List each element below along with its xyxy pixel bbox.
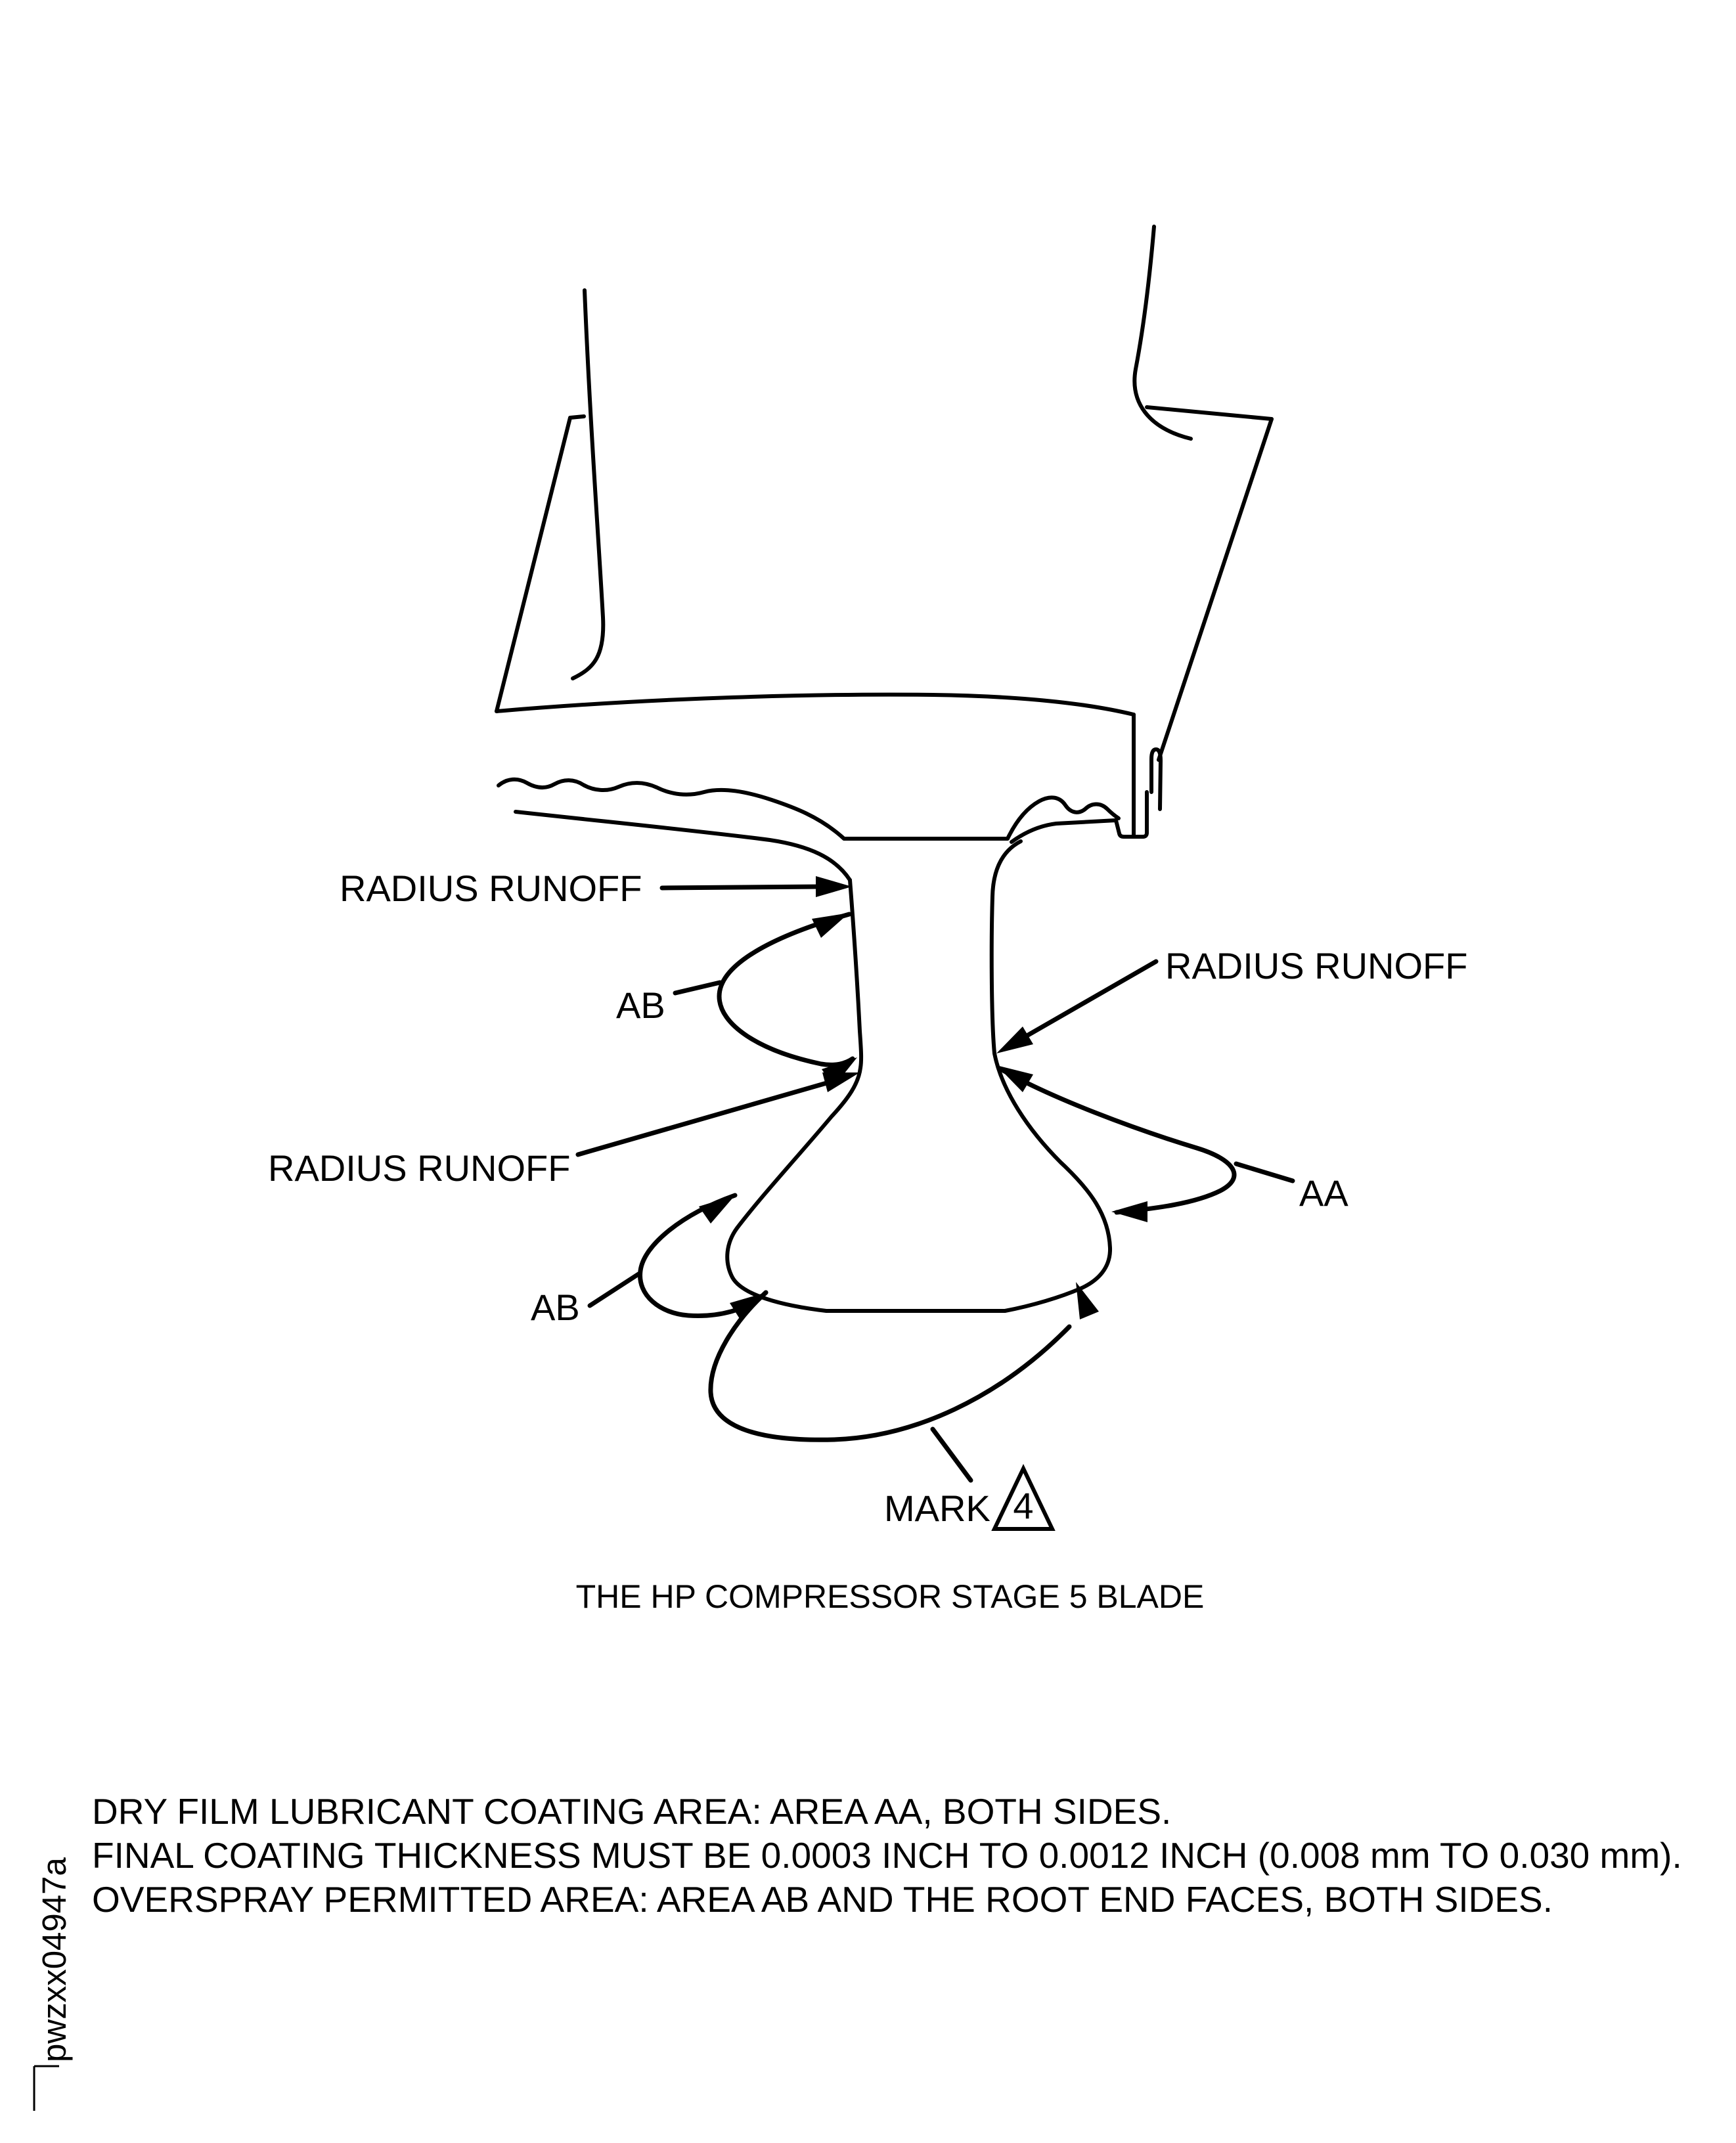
- arrowhead-ab-upper-top: [812, 913, 849, 938]
- seal-slot-detail: [1151, 749, 1161, 809]
- arrowhead-root-bottom-right: [1076, 1282, 1099, 1319]
- label-mark: MARK: [884, 1488, 990, 1529]
- note-line-1: DRY FILM LUBRICANT COATING AREA: AREA AA, BOTH SIDES.: [92, 1791, 1172, 1832]
- arrowhead-ab-lower-bottom: [730, 1292, 766, 1321]
- leader-radius-runoff-bottom-left: [578, 1082, 829, 1155]
- blade-outline: [497, 227, 1272, 1311]
- note-line-3: OVERSPRAY PERMITTED AREA: AREA AB AND THE ROOT END FACES, BOTH SIDES.: [92, 1879, 1553, 1920]
- arrowhead-radius-runoff-right: [996, 1027, 1033, 1053]
- label-aa: AA: [1299, 1172, 1348, 1214]
- arrowhead-radius-runoff-top-left: [816, 876, 852, 897]
- figure-caption: THE HP COMPRESSOR STAGE 5 BLADE: [575, 1578, 1205, 1615]
- arc-aa: [1000, 1069, 1234, 1212]
- leader-aa: [1236, 1164, 1293, 1181]
- arrowhead-ab-lower-top: [699, 1195, 735, 1224]
- root-neck-outline: [727, 841, 1110, 1311]
- platform-bottom-edge-right: [1012, 792, 1147, 842]
- label-ab-upper: AB: [616, 984, 665, 1026]
- leader-mark: [933, 1429, 971, 1480]
- platform-top-left-edge: [497, 416, 584, 711]
- arrowhead-aa-bottom: [1111, 1201, 1147, 1222]
- corner-bracket-mark: [34, 2066, 59, 2111]
- leader-radius-runoff-right: [1020, 961, 1156, 1040]
- label-radius-runoff-bottom-left: RADIUS RUNOFF: [268, 1147, 571, 1189]
- platform-front-top-edge: [497, 695, 1134, 715]
- leader-ab-lower: [590, 1274, 638, 1306]
- figure-reference-watermark: pwzxx04947a: [35, 1857, 73, 2062]
- platform-wavy-edge: [499, 780, 1119, 839]
- arc-root-bottom: [711, 1292, 1069, 1440]
- arc-ab-upper: [719, 914, 853, 1065]
- label-radius-runoff-right: RADIUS RUNOFF: [1165, 945, 1468, 986]
- platform-right-edge: [1159, 419, 1272, 760]
- mark-flag-number: 4: [1013, 1485, 1034, 1526]
- note-line-2: FINAL COATING THICKNESS MUST BE 0.0003 INCH TO 0.0012 INCH (0.008 mm TO 0.030 mm).: [92, 1835, 1682, 1876]
- leader-radius-runoff-top-left: [662, 887, 821, 888]
- leader-ab-upper: [675, 983, 720, 993]
- platform-back-edge: [1147, 407, 1272, 419]
- label-ab-lower: AB: [531, 1287, 580, 1328]
- airfoil-leading-edge: [573, 290, 603, 678]
- label-radius-runoff-top-left: RADIUS RUNOFF: [340, 868, 642, 909]
